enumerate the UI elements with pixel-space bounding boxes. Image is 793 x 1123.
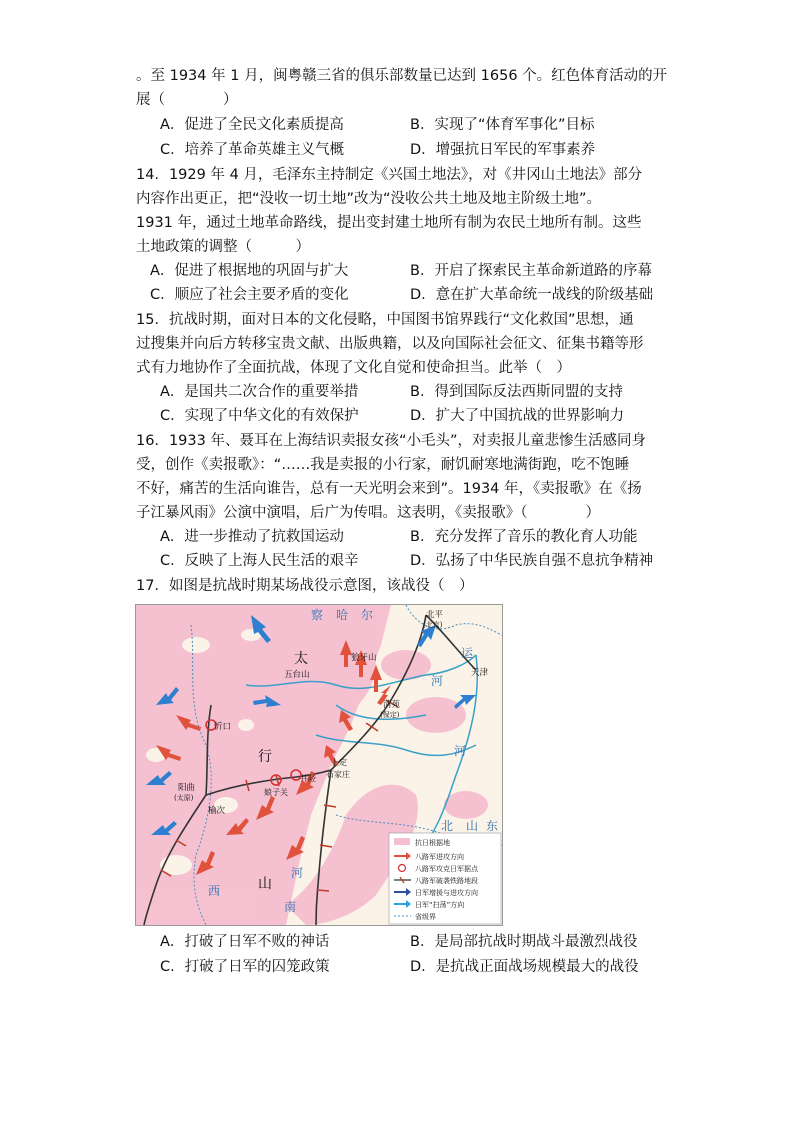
map-legend: [389, 833, 501, 924]
svg-text:行: 行: [258, 749, 272, 765]
q16-option-a[interactable]: A．进一步推动了抗救国运动: [160, 529, 344, 545]
svg-text:察: 察: [311, 608, 324, 622]
label-yuci: 榆次: [208, 806, 226, 816]
q16-option-b[interactable]: B．充分发挥了音乐的教化育人功能: [410, 529, 638, 545]
svg-text:太: 太: [294, 651, 308, 667]
label-shijiazhuang: 石家庄: [326, 770, 350, 779]
label-shangding: 上定: [331, 758, 347, 767]
svg-text:河: 河: [291, 866, 304, 880]
q17-option-a[interactable]: A．打破了日军不败的神话: [160, 934, 330, 950]
battle-map: [135, 604, 503, 926]
intro-option-a[interactable]: A．促进了全民文化素质提高: [160, 117, 344, 133]
q15-line-3: 式有力地协作了全面抗战，体现了文化自觉和使命担当。此举（ ）: [136, 360, 571, 376]
battle-map-svg: [136, 605, 502, 925]
svg-text:山: 山: [258, 876, 272, 892]
q15-line-2: 过搜集并向后方转移宝贵文献、出版典籍，以及向国际社会征文、征集书籍等形: [136, 336, 644, 352]
svg-text:北: 北: [441, 819, 454, 833]
svg-text:河: 河: [431, 674, 444, 688]
q15-option-c[interactable]: C．实现了中华文化的有效保护: [160, 408, 359, 424]
legend-8th-attack: 八路军进攻方向: [415, 853, 464, 861]
label-qingyuan-sub: (保定): [380, 711, 400, 719]
label-yangqu: 阳曲: [178, 783, 196, 793]
q16-line-3: 不好，痛苦的生活向谁告，总有一天光明会来到”。1934 年，《卖报歌》在《扬: [136, 481, 642, 497]
q14-line-2: 内容作出更正，把“没收一切土地”改为“没收公共土地及地主阶级土地”。: [136, 191, 602, 207]
q16-line-2: 受，创作《卖报歌》：“……我是卖报的小行家，耐饥耐寒地满街跑，吃不饱睡: [136, 457, 630, 473]
q14-option-a[interactable]: A．促进了根据地的巩固与扩大: [150, 263, 349, 279]
svg-text:尔: 尔: [361, 608, 374, 622]
label-xinkou: 忻口: [214, 722, 232, 732]
q15-option-a[interactable]: A．是国共二次合作的重要举措: [160, 384, 359, 400]
label-qingyuan: 清苑: [383, 700, 401, 710]
label-jingxing: 井陉: [300, 774, 316, 783]
label-wutaishan: 五台山: [284, 670, 310, 680]
legend-jp-reinforce: 日军增援与进攻方向: [415, 889, 478, 897]
svg-text:东: 东: [486, 819, 499, 833]
q16-line-1: 16．1933 年、聂耳在上海结识卖报女孩“小毛头”，对卖报儿童悲惨生活感同身: [136, 433, 646, 449]
q14-line-1: 14．1929 年 4 月，毛泽东主持制定《兴国土地法》，对《井冈山土地法》部分: [136, 167, 643, 183]
intro-option-d[interactable]: D．增强抗日军民的军事素养: [410, 142, 596, 158]
q15-line-1: 15．抗战时期，面对日本的文化侵略，中国图书馆界践行“文化救国”思想，通: [136, 312, 634, 328]
svg-text:哈: 哈: [336, 608, 349, 622]
q17-stem: 17．如图是抗战时期某场战役示意图，该战役（ ）: [136, 578, 474, 594]
legend-province-border: 省级界: [415, 913, 436, 921]
legend-base-area: 抗日根据地: [415, 839, 450, 847]
svg-text:南: 南: [284, 900, 297, 914]
q15-option-b[interactable]: B．得到国际反法西斯同盟的支持: [410, 384, 623, 400]
q16-option-c[interactable]: C．反映了上海人民生活的艰辛: [160, 553, 359, 569]
label-tianjin: 天津: [471, 668, 489, 678]
legend-8th-rail: 八路军破袭铁路地段: [415, 877, 478, 885]
q17-option-b[interactable]: B．是局部抗战时期战斗最激烈战役: [410, 934, 638, 950]
q16-option-d[interactable]: D．弘扬了中华民族自强不息抗争精神: [410, 553, 654, 569]
svg-text:河: 河: [454, 744, 467, 758]
q17-option-c[interactable]: C．打破了日军的囚笼政策: [160, 959, 330, 975]
intro-option-c[interactable]: C．培养了革命英雄主义气概: [160, 142, 345, 158]
q14-option-c[interactable]: C．顺应了社会主要矛盾的变化: [150, 287, 349, 303]
q14-line-3: 1931 年，通过土地革命路线，提出变封建土地所有制为农民土地所有制。这些: [136, 215, 642, 231]
label-beiping: 北平: [426, 610, 444, 620]
q17-option-d[interactable]: D．是抗战正面战场规模最大的战役: [410, 959, 639, 975]
svg-text:西: 西: [208, 884, 221, 898]
intro-option-b[interactable]: B．实现了“体育军事化”目标: [410, 117, 595, 133]
label-yangqu-sub: (太原): [174, 794, 194, 802]
intro-line-1: 。至 1934 年 1 月，闽粤赣三省的俱乐部数量已达到 1656 个。红色体育活动的开: [136, 68, 668, 84]
q15-option-d[interactable]: D．扩大了中国抗战的世界影响力: [410, 408, 625, 424]
intro-line-2: 展（ ）: [136, 92, 238, 108]
label-langyashan: 狼牙山: [351, 653, 377, 663]
label-beiping-sub: (北京): [423, 621, 443, 629]
svg-text:山: 山: [466, 819, 479, 833]
q14-option-b[interactable]: B．开启了探索民主革命新道路的序幕: [410, 263, 652, 279]
base-area-hebei: [444, 791, 488, 819]
legend-jp-sweep: 日军“扫荡”方向: [415, 901, 465, 909]
legend-8th-captured: 八路军攻克日军据点: [415, 865, 478, 873]
q16-line-4: 子江暴风雨》公演中演唱，后广为传唱。这表明，《卖报歌》（ ）: [136, 505, 600, 521]
base-area-east: [406, 697, 466, 733]
q14-option-d[interactable]: D．意在扩大革命统一战线的阶级基础: [410, 287, 654, 303]
svg-text:运: 运: [461, 646, 474, 660]
q14-line-4: 土地政策的调整（ ）: [136, 239, 310, 255]
label-niangziguan: 娘子关: [264, 788, 288, 797]
